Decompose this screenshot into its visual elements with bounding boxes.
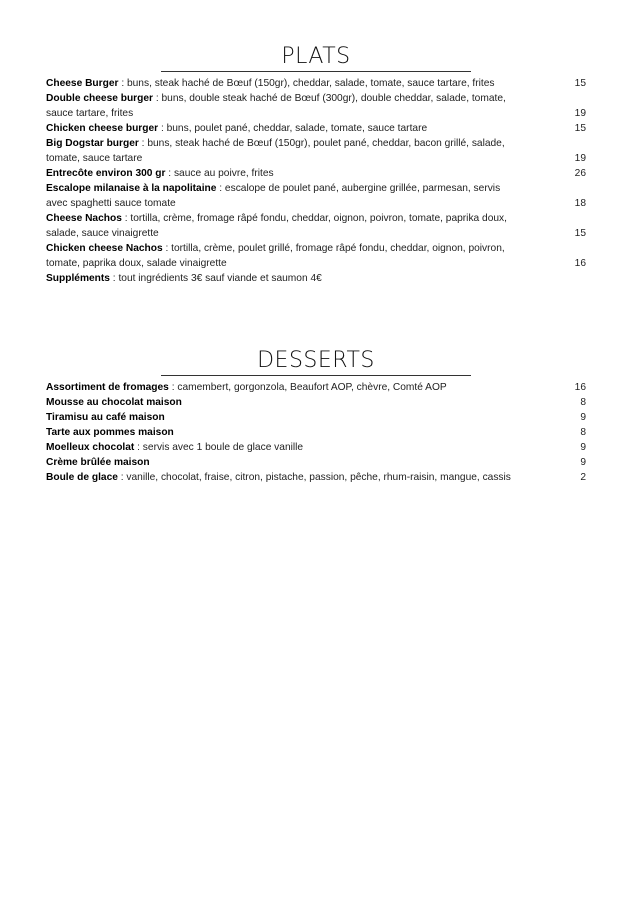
menu-item-text bbox=[46, 440, 516, 455]
menu-item-text bbox=[46, 76, 516, 91]
menu-item bbox=[46, 440, 586, 455]
menu-item bbox=[46, 410, 586, 425]
menu-item-description: : buns, double steak haché de Bœuf (300gr), double cheddar, salade, tomate, sauce tartare, frites bbox=[46, 93, 506, 119]
menu-item-text bbox=[46, 455, 516, 470]
menu-item bbox=[46, 91, 586, 121]
menu-item-description: : vanille, chocolat, fraise, citron, pistache, passion, pêche, rhum-raisin, mangue, cassis bbox=[117, 472, 511, 483]
menu-item bbox=[46, 380, 586, 395]
menu-item-name: Boule de glace bbox=[46, 472, 118, 483]
menu-item-text bbox=[46, 425, 516, 440]
menu-item-name: Assortiment de fromages bbox=[46, 382, 169, 393]
menu-item-price: 16 bbox=[574, 258, 586, 269]
desserts-divider bbox=[161, 375, 471, 376]
menu-item-text bbox=[46, 91, 516, 121]
menu-item-price: 15 bbox=[574, 78, 586, 89]
menu-item-price: 18 bbox=[574, 198, 586, 209]
menu-item-name: Suppléments bbox=[46, 273, 110, 284]
menu-item-name: Cheese Burger bbox=[46, 78, 119, 89]
menu-item bbox=[46, 136, 586, 166]
menu-item-name: Escalope milanaise à la napolitaine bbox=[46, 183, 217, 194]
menu-item-description: : buns, poulet pané, cheddar, salade, tomate, sauce tartare bbox=[158, 123, 428, 134]
plats-list bbox=[46, 76, 586, 286]
desserts-list bbox=[46, 380, 586, 485]
menu-item-name: Double cheese burger bbox=[46, 93, 153, 104]
menu-item-price: 26 bbox=[574, 168, 586, 179]
menu-item-text bbox=[46, 271, 516, 286]
menu-item-text bbox=[46, 166, 516, 181]
menu-item-price: 16 bbox=[574, 382, 586, 393]
menu-item-name: Mousse au chocolat maison bbox=[46, 397, 182, 408]
menu-item-name: Chicken cheese burger bbox=[46, 123, 159, 134]
menu-item-description: : escalope de poulet pané, aubergine grillée, parmesan, servis avec spaghetti sauce tomate bbox=[46, 183, 501, 209]
menu-item-description: : tortilla, crème, poulet grillé, fromage râpé fondu, cheddar, oignon, poivron, tomate, paprika doux, salade vinaigrette bbox=[46, 243, 505, 269]
menu-item-description: : tortilla, crème, fromage râpé fondu, cheddar, oignon, poivron, tomate, paprika doux, salade, sauce vinaigrette bbox=[46, 213, 507, 239]
menu-item bbox=[46, 470, 586, 485]
menu-item-description: : buns, steak haché de Bœuf (150gr), cheddar, salade, tomate, sauce tartare, frites bbox=[118, 78, 495, 89]
menu-item-name: Tiramisu au café maison bbox=[46, 412, 165, 423]
menu-item-text bbox=[46, 136, 516, 166]
menu-item bbox=[46, 76, 586, 91]
menu-item-name: Entrecôte environ 300 gr bbox=[46, 168, 166, 179]
plats-section bbox=[46, 44, 586, 286]
menu-item-name: Cheese Nachos bbox=[46, 213, 122, 224]
menu-item-description: : servis avec 1 boule de glace vanille bbox=[134, 442, 304, 453]
menu-item-text bbox=[46, 211, 516, 241]
menu-item-text bbox=[46, 470, 516, 485]
menu-item-price: 8 bbox=[580, 397, 586, 408]
menu-item bbox=[46, 395, 586, 410]
menu-item bbox=[46, 241, 586, 271]
menu-item-price: 19 bbox=[574, 153, 586, 164]
plats-title: PLATS bbox=[281, 44, 351, 69]
menu-item-price: 9 bbox=[580, 457, 586, 468]
menu-item-text bbox=[46, 380, 516, 395]
menu-item-name: Crème brûlée maison bbox=[46, 457, 150, 468]
menu-item bbox=[46, 181, 586, 211]
menu-item bbox=[46, 121, 586, 136]
menu-item-name: Moelleux chocolat bbox=[46, 442, 135, 453]
menu-item-name: Big Dogstar burger bbox=[46, 138, 139, 149]
menu-item bbox=[46, 166, 586, 181]
menu-item-price: 15 bbox=[574, 123, 586, 134]
menu-item bbox=[46, 455, 586, 470]
menu-item-price: 9 bbox=[580, 412, 586, 423]
menu-item-text bbox=[46, 121, 516, 136]
menu-item-description: : sauce au poivre, frites bbox=[165, 168, 274, 179]
menu-item-price: 8 bbox=[580, 427, 586, 438]
menu-item-description: : camembert, gorgonzola, Beaufort AOP, chèvre, Comté AOP bbox=[168, 382, 447, 393]
menu-item-description: : buns, steak haché de Bœuf (150gr), poulet pané, cheddar, bacon grillé, salade, tomate, sauce tartare bbox=[46, 138, 505, 164]
menu-item-description: : tout ingrédients 3€ sauf viande et saumon 4€ bbox=[109, 273, 322, 284]
menu-item-text bbox=[46, 181, 516, 211]
menu-item-text bbox=[46, 241, 516, 271]
menu-item-price: 2 bbox=[580, 472, 586, 483]
menu-item bbox=[46, 271, 586, 286]
plats-divider bbox=[161, 71, 471, 72]
menu-item-text bbox=[46, 410, 516, 425]
menu-item bbox=[46, 425, 586, 440]
menu-item-price: 15 bbox=[574, 228, 586, 239]
menu-item-text bbox=[46, 395, 516, 410]
menu-item-name: Chicken cheese Nachos bbox=[46, 243, 163, 254]
menu-item-price: 19 bbox=[574, 108, 586, 119]
desserts-section bbox=[46, 348, 586, 485]
desserts-title: DESSERTS bbox=[257, 348, 375, 373]
menu-item bbox=[46, 211, 586, 241]
menu-item-price: 9 bbox=[580, 442, 586, 453]
menu-item-name: Tarte aux pommes maison bbox=[46, 427, 174, 438]
